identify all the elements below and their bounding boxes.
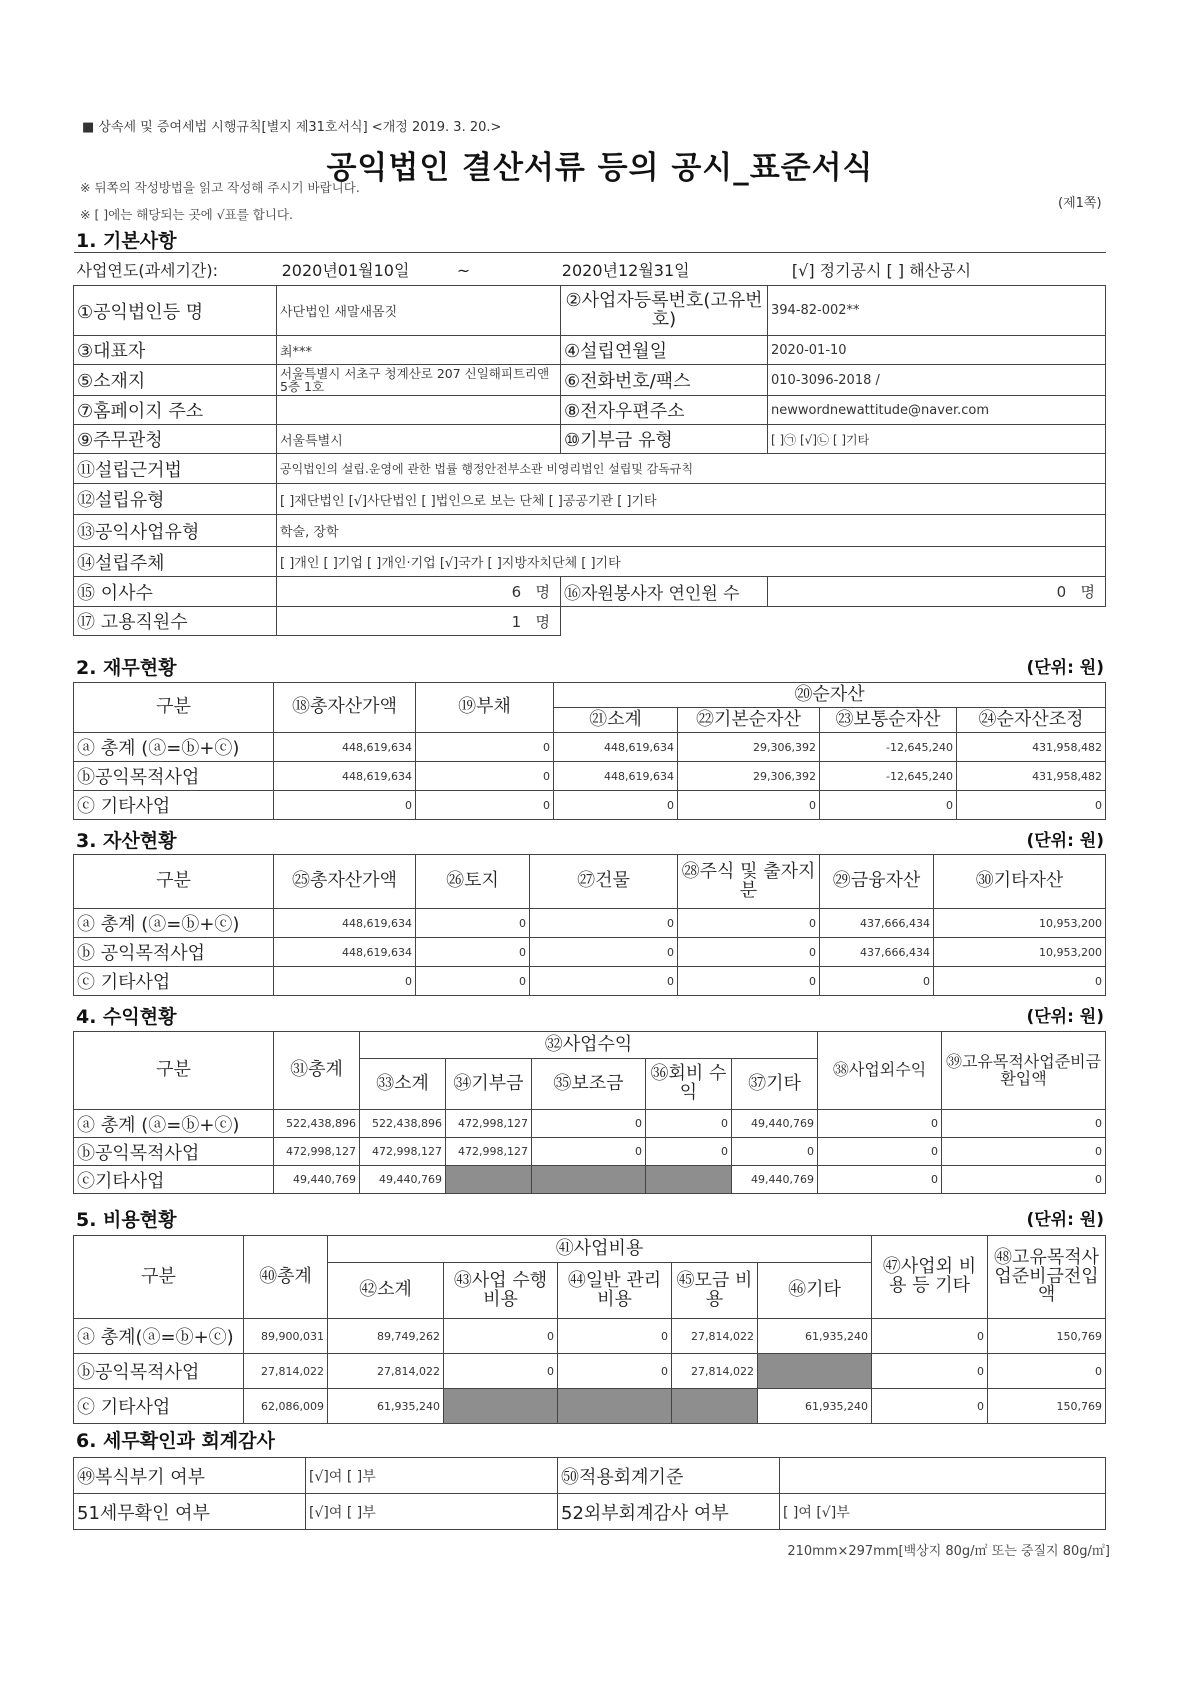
finance-cell: 448,619,634 — [274, 762, 416, 791]
assets-cell: 0 — [934, 967, 1106, 996]
email-label: ⑧전자우편주소 — [561, 396, 768, 425]
expense-etc-header: ㊻기타 — [758, 1263, 872, 1319]
assets-cell: 437,666,434 — [820, 909, 934, 938]
revenue-cell: 0 — [818, 1138, 942, 1166]
tax-audit-table — [73, 1457, 1106, 1530]
section-3-title: 3. 자산현황 — [76, 830, 177, 852]
shaded-cell — [558, 1389, 672, 1424]
finance-cell: 0 — [957, 791, 1106, 820]
directors-label: ⑮ 이사수 — [74, 577, 277, 607]
finance-row-other-label: ⓒ 기타사업 — [74, 791, 274, 820]
volunteers-unit: 명 — [1080, 583, 1096, 601]
expense-cell: 150,769 — [988, 1389, 1106, 1424]
expense-cell: 0 — [558, 1354, 672, 1389]
est-type-label: ⑫설립유형 — [74, 484, 277, 515]
expense-fund-header: ㊺모금 비용 — [672, 1263, 758, 1319]
finance-net-assets-header: ⑳순자산 — [554, 683, 1106, 708]
employees-unit: 명 — [535, 612, 550, 631]
corp-name-label: ①공익법인등 명 — [74, 286, 277, 336]
revenue-cell: 0 — [646, 1138, 732, 1166]
expense-cell: 0 — [444, 1354, 558, 1389]
section-5-title: 5. 비용현황 — [76, 1209, 177, 1231]
revenue-cell: 522,438,896 — [274, 1110, 360, 1138]
tax-check-value: [√]여 [ ]부 — [306, 1494, 558, 1530]
expense-cell: 27,814,022 — [672, 1319, 758, 1354]
expense-subtotal-header: ㊷소계 — [328, 1263, 444, 1319]
assets-cell: 0 — [678, 909, 820, 938]
revenue-cell: 472,998,127 — [446, 1138, 532, 1166]
finance-cell: 0 — [554, 791, 678, 820]
finance-table — [73, 682, 1106, 820]
finance-cell: 448,619,634 — [554, 733, 678, 762]
revenue-total-header: ㉛총계 — [274, 1032, 360, 1110]
bizno-value: 394-82-002** — [768, 286, 1106, 336]
assets-cell: 0 — [678, 967, 820, 996]
finance-cell: -12,645,240 — [820, 762, 957, 791]
expense-cell: 89,900,031 — [244, 1319, 328, 1354]
finance-gubun-header: 구분 — [74, 683, 274, 733]
finance-cell: 448,619,634 — [274, 733, 416, 762]
assets-row-public-label: ⓑ 공익목적사업 — [74, 938, 274, 967]
shaded-cell — [646, 1166, 732, 1194]
expense-general-header: ㊹일반 관리비용 — [558, 1263, 672, 1319]
revenue-cell: 0 — [942, 1166, 1106, 1194]
assets-row-total-label: ⓐ 총계 (ⓐ=ⓑ+ⓒ) — [74, 909, 274, 938]
expense-cell: 0 — [872, 1354, 988, 1389]
assets-cell: 437,666,434 — [820, 938, 934, 967]
assets-cell: 0 — [820, 967, 934, 996]
assets-cell: 0 — [530, 909, 678, 938]
finance-cell: 29,306,392 — [678, 762, 820, 791]
shaded-cell — [672, 1389, 758, 1424]
agency-value: 서울특별시 — [277, 425, 561, 454]
expense-cell: 61,935,240 — [328, 1389, 444, 1424]
revenue-cell: 472,998,127 — [360, 1138, 446, 1166]
expense-cell: 0 — [988, 1354, 1106, 1389]
donation-type-label: ⑩기부금 유형 — [561, 425, 768, 454]
expense-cell: 61,935,240 — [758, 1319, 872, 1354]
finance-cell: 0 — [416, 762, 554, 791]
assets-stock-header: ㉘주식 및 출자지분 — [678, 855, 820, 909]
bizno-label: ②사업자등록번호(고유번호) — [561, 286, 768, 336]
corp-name-value: 사단법인 새말새몸짓 — [277, 286, 561, 336]
agency-label: ⑨주무관청 — [74, 425, 277, 454]
revenue-cell: 49,440,769 — [360, 1166, 446, 1194]
shaded-cell — [444, 1389, 558, 1424]
assets-gubun-header: 구분 — [74, 855, 274, 909]
revenue-nonbiz-header: ㊳사업외수익 — [818, 1032, 942, 1110]
finance-cell: 0 — [820, 791, 957, 820]
expense-cell: 61,935,240 — [758, 1389, 872, 1424]
shaded-cell — [758, 1354, 872, 1389]
revenue-cell: 0 — [532, 1138, 646, 1166]
accounting-std-label: ㊿적용회계기준 — [558, 1458, 780, 1494]
revenue-gubun-header: 구분 — [74, 1032, 274, 1110]
disclosure-type: [√] 정기공시 [ ] 해산공시 — [791, 260, 972, 280]
assets-cell: 10,953,200 — [934, 938, 1106, 967]
founder-value: [ ]개인 [ ]기업 [ ]개인·기업 [√]국가 [ ]지방자치단체 [ ]기타 — [277, 547, 1106, 577]
finance-cell: 29,306,392 — [678, 733, 820, 762]
table-row — [74, 1389, 1106, 1424]
expense-reserve-header: ㊽고유목적사업준비금전입액 — [988, 1236, 1106, 1319]
finance-row-total-label: ⓐ 총계 (ⓐ=ⓑ+ⓒ) — [74, 733, 274, 762]
revenue-etc-header: ㊲기타 — [732, 1059, 818, 1110]
table-row — [74, 1354, 1106, 1389]
revenue-subtotal-header: ㉝소계 — [360, 1059, 446, 1110]
finance-row-public-label: ⓑ공익목적사업 — [74, 762, 274, 791]
basic-info-table — [73, 252, 1106, 636]
external-audit-value: [ ]여 [√]부 — [780, 1494, 1106, 1530]
assets-row-other-label: ⓒ 기타사업 — [74, 967, 274, 996]
tel-label: ⑥전화번호/팩스 — [561, 365, 768, 396]
shaded-cell — [446, 1166, 532, 1194]
public-biz-type-label: ⑬공익사업유형 — [74, 515, 277, 547]
section-1-title: 1. 기본사항 — [76, 230, 177, 252]
revenue-cell: 0 — [942, 1110, 1106, 1138]
revenue-cell: 0 — [942, 1138, 1106, 1166]
revenue-cell: 522,438,896 — [360, 1110, 446, 1138]
est-type-value: [ ]재단법인 [√]사단법인 [ ]법인으로 보는 단체 [ ]공공기관 [ ]기타 — [277, 484, 1106, 515]
double-entry-label: ㊾복식부기 여부 — [74, 1458, 306, 1494]
expense-cell: 62,086,009 — [244, 1389, 328, 1424]
finance-total-assets-header: ⑱총자산가액 — [274, 683, 416, 733]
accounting-std-value — [780, 1458, 1106, 1494]
revenue-cell: 0 — [818, 1166, 942, 1194]
finance-cell: 0 — [416, 791, 554, 820]
section-6-title: 6. 세무확인과 회계감사 — [76, 1430, 275, 1452]
revenue-fee-header: ㊱회비 수익 — [646, 1059, 732, 1110]
expense-cell: 0 — [558, 1319, 672, 1354]
section-4-title: 4. 수익현황 — [76, 1006, 177, 1028]
tax-check-label: 51세무확인 여부 — [74, 1494, 306, 1530]
donation-type-value: [ ]㉠ [√]㉡ [ ]기타 — [768, 425, 1106, 454]
assets-cell: 0 — [274, 967, 416, 996]
estdate-value: 2020-01-10 — [768, 336, 1106, 365]
public-biz-type-value: 학술, 장학 — [277, 515, 1106, 547]
section-2-unit: (단위: 원) — [1026, 658, 1104, 678]
employees-value: 1 — [511, 612, 522, 631]
expense-cell: 150,769 — [988, 1319, 1106, 1354]
assets-cell: 0 — [416, 967, 530, 996]
address-label: ⑤소재지 — [74, 365, 277, 396]
directors-unit: 명 — [535, 583, 550, 601]
revenue-donation-header: ㉞기부금 — [446, 1059, 532, 1110]
finance-cell: 431,958,482 — [957, 762, 1106, 791]
revenue-cell: 49,440,769 — [732, 1110, 818, 1138]
finance-basic-net-header: ㉒기본순자산 — [678, 708, 820, 733]
expense-row-other-label: ⓒ 기타사업 — [74, 1389, 244, 1424]
assets-cell: 0 — [416, 938, 530, 967]
section-2-title: 2. 재무현황 — [76, 657, 177, 679]
employees-label: ⑰ 고용직원수 — [74, 607, 277, 636]
law-reference: ■ 상속세 및 증여세법 시행규칙[별지 제31호서식] <개정 2019. 3. 20.> — [82, 120, 502, 135]
revenue-row-total-label: ⓐ 총계 (ⓐ=ⓑ+ⓒ) — [74, 1110, 274, 1138]
revenue-row-other-label: ⓒ기타사업 — [74, 1166, 274, 1194]
section-4-unit: (단위: 원) — [1026, 1007, 1104, 1027]
table-row — [74, 1319, 1106, 1354]
estdate-label: ④설립연월일 — [561, 336, 768, 365]
assets-financial-header: ㉙금융자산 — [820, 855, 934, 909]
address-value: 서울특별시 서초구 청계산로 207 신일해피트리앤 5층 1호 — [277, 365, 561, 396]
finance-cell: 431,958,482 — [957, 733, 1106, 762]
expense-cell: 27,814,022 — [672, 1354, 758, 1389]
founder-label: ⑭설립주체 — [74, 547, 277, 577]
revenue-cell: 0 — [646, 1110, 732, 1138]
expense-cell: 0 — [872, 1319, 988, 1354]
revenue-reserve-header: ㊴고유목적사업준비금 환입액 — [942, 1032, 1106, 1110]
table-row — [74, 967, 1106, 996]
expense-cell: 27,814,022 — [244, 1354, 328, 1389]
finance-cell: 448,619,634 — [554, 762, 678, 791]
revenue-cell: 472,998,127 — [446, 1110, 532, 1138]
assets-cell: 0 — [416, 909, 530, 938]
page-title: 공익법인 결산서류 등의 공시_표준서식 — [326, 150, 874, 186]
assets-cell: 0 — [678, 938, 820, 967]
basis-law-value: 공익법인의 설립.운영에 관한 법률 행정안전부소관 비영리법인 설립및 감독규칙 — [277, 454, 1106, 484]
email-value: newwordnewattitude@naver.com — [768, 396, 1106, 425]
table-row — [74, 762, 1106, 791]
double-entry-value: [√]여 [ ]부 — [306, 1458, 558, 1494]
table-row — [74, 909, 1106, 938]
expense-cell: 27,814,022 — [328, 1354, 444, 1389]
paper-spec-footer: 210mm×297mm[백상지 80g/㎡ 또는 중질지 80g/㎡] — [787, 1544, 1110, 1559]
revenue-cell: 49,440,769 — [274, 1166, 360, 1194]
instruction-note-1: ※ 뒤쪽의 작성방법을 읽고 작성해 주시기 바랍니다. — [80, 180, 360, 195]
assets-cell: 0 — [530, 967, 678, 996]
section-5-unit: (단위: 원) — [1026, 1210, 1104, 1230]
table-row — [74, 1166, 1106, 1194]
revenue-table — [73, 1031, 1106, 1194]
assets-cell: 10,953,200 — [934, 909, 1106, 938]
table-row — [74, 1110, 1106, 1138]
finance-common-net-header: ㉓보통순자산 — [820, 708, 957, 733]
revenue-subsidy-header: ㉟보조금 — [532, 1059, 646, 1110]
finance-adjust-header: ㉔순자산조정 — [957, 708, 1106, 733]
revenue-cell: 0 — [818, 1110, 942, 1138]
expense-table — [73, 1235, 1106, 1424]
basis-law-label: ⑪설립근거법 — [74, 454, 277, 484]
revenue-cell: 472,998,127 — [274, 1138, 360, 1166]
expense-cell: 0 — [872, 1389, 988, 1424]
expense-row-total-label: ⓐ 총계(ⓐ=ⓑ+ⓒ) — [74, 1319, 244, 1354]
volunteers-label: ⑯자원봉사자 연인원 수 — [561, 577, 768, 607]
table-row — [74, 733, 1106, 762]
table-row — [74, 791, 1106, 820]
assets-other-header: ㉚기타자산 — [934, 855, 1106, 909]
period-tilde: ~ — [456, 260, 471, 280]
revenue-biz-header: ㉜사업수익 — [360, 1032, 818, 1059]
rep-value: 최*** — [277, 336, 561, 365]
tel-value: 010-3096-2018 / — [768, 365, 1106, 396]
table-row — [74, 938, 1106, 967]
assets-cell: 448,619,634 — [274, 938, 416, 967]
period-end: 2020년12월31일 — [561, 260, 690, 280]
expense-cell: 0 — [444, 1319, 558, 1354]
assets-table — [73, 854, 1106, 996]
period-start: 2020년01월10일 — [281, 260, 410, 280]
table-row — [74, 1138, 1106, 1166]
expense-total-header: ㊵총계 — [244, 1236, 328, 1319]
expense-nonbiz-header: ㊼사업외 비용 등 기타 — [872, 1236, 988, 1319]
rep-label: ③대표자 — [74, 336, 277, 365]
external-audit-label: 52외부회계감사 여부 — [558, 1494, 780, 1530]
finance-cell: -12,645,240 — [820, 733, 957, 762]
assets-total-header: ㉕총자산가액 — [274, 855, 416, 909]
assets-land-header: ㉖토지 — [416, 855, 530, 909]
finance-cell: 0 — [678, 791, 820, 820]
expense-biz-header: ㊶사업비용 — [328, 1236, 872, 1263]
period-label: 사업연도(과세기간): — [76, 260, 219, 280]
revenue-cell: 0 — [532, 1110, 646, 1138]
assets-building-header: ㉗건물 — [530, 855, 678, 909]
instruction-note-2: ※ [ ]에는 해당되는 곳에 √표를 합니다. — [80, 207, 293, 222]
expense-cell: 89,749,262 — [328, 1319, 444, 1354]
finance-cell: 0 — [274, 791, 416, 820]
revenue-cell: 49,440,769 — [732, 1166, 818, 1194]
finance-subtotal-header: ㉑소계 — [554, 708, 678, 733]
assets-cell: 0 — [530, 938, 678, 967]
revenue-cell: 0 — [732, 1138, 818, 1166]
section-3-unit: (단위: 원) — [1026, 831, 1104, 851]
finance-cell: 0 — [416, 733, 554, 762]
revenue-row-public-label: ⓑ공익목적사업 — [74, 1138, 274, 1166]
period-row — [74, 253, 1106, 286]
expense-perform-header: ㊸사업 수행비용 — [444, 1263, 558, 1319]
page-number: (제1쪽) — [1058, 196, 1102, 211]
finance-debt-header: ⑲부채 — [416, 683, 554, 733]
shaded-cell — [532, 1166, 646, 1194]
volunteers-value: 0 — [1056, 583, 1067, 601]
expense-gubun-header: 구분 — [74, 1236, 244, 1319]
expense-row-public-label: ⓑ공익목적사업 — [74, 1354, 244, 1389]
homepage-value — [277, 396, 561, 425]
homepage-label: ⑦홈페이지 주소 — [74, 396, 277, 425]
directors-value: 6 — [511, 583, 522, 601]
assets-cell: 448,619,634 — [274, 909, 416, 938]
